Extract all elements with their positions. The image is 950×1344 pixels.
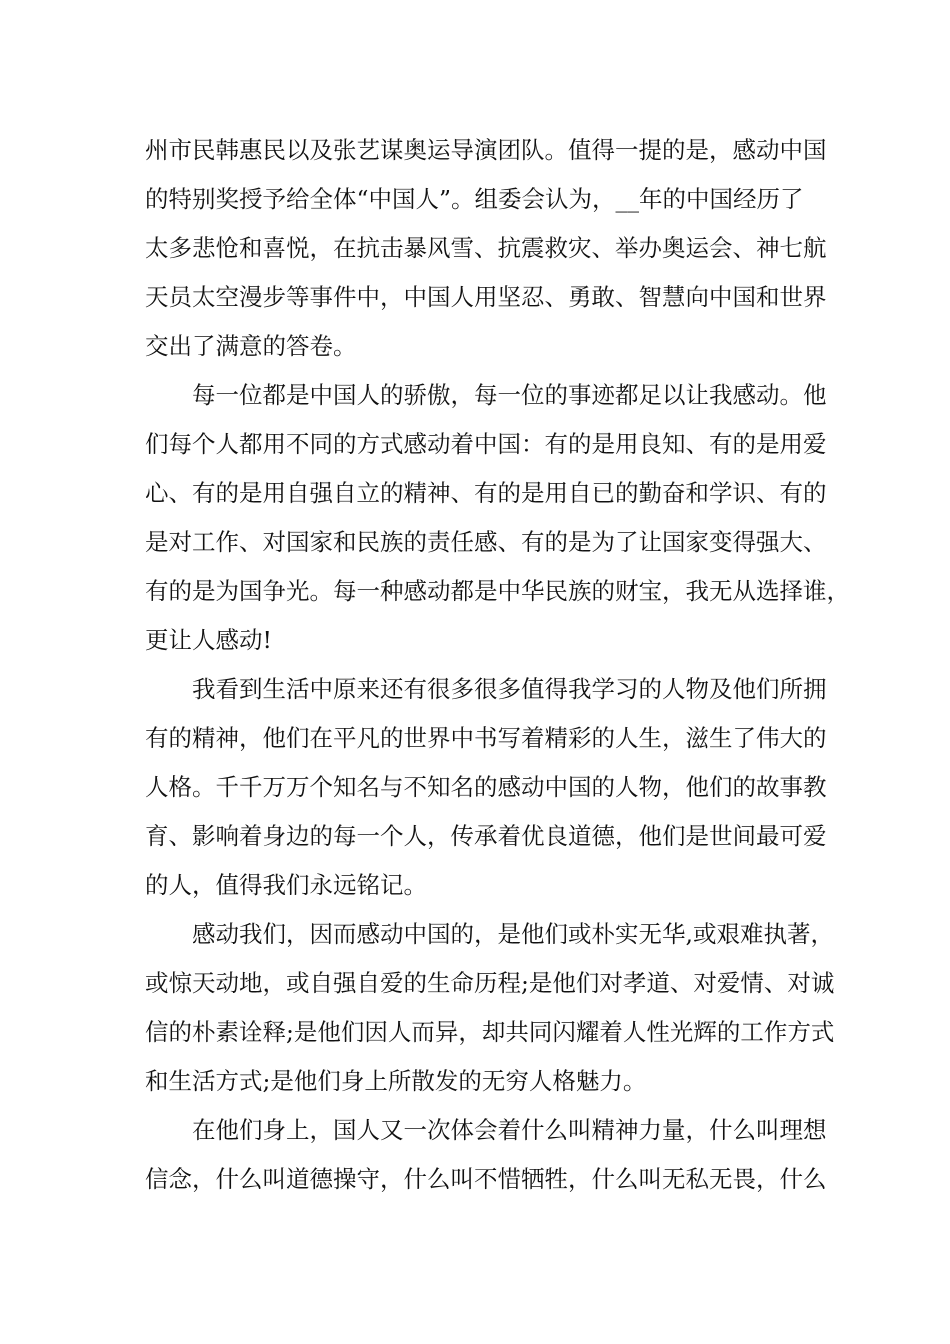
text-line: 有的精神，他们在平凡的世界中书写着精彩的人生，滋生了伟大的 [145, 724, 827, 752]
document-body [145, 126, 850, 1204]
text-line: 人格。千千万万个知名与不知名的感动中国的人物，他们的故事教 [145, 773, 827, 801]
text-line: 交出了满意的答卷。 [145, 332, 357, 360]
text-line: 我看到生活中原来还有很多很多值得我学习的人物及他们所拥 [192, 675, 827, 703]
text-line: 天员太空漫步等事件中，中国人用坚忍、勇敢、智慧向中国和世界 [145, 283, 827, 311]
paragraph-4 [145, 910, 835, 1106]
text-line: 育、影响着身边的每一个人，传承着优良道德，他们是世间最可爱 [145, 822, 827, 850]
text-line: 更让人感动! [145, 626, 272, 654]
text-line: 或惊天动地，或自强自爱的生命历程;是他们对孝道、对爱情、对诚 [145, 969, 835, 997]
text-line: 信念，什么叫道德操守，什么叫不惜牺牲，什么叫无私无畏，什么 [145, 1165, 827, 1193]
text-line: 太多悲怆和喜悦，在抗击暴风雪、抗震救灾、举办奥运会、神七航 [145, 234, 827, 262]
text-line: 每一位都是中国人的骄傲，每一位的事迹都足以让我感动。他 [192, 381, 827, 409]
paragraph-3 [145, 665, 825, 910]
text-line: 的人，值得我们永远铭记。 [145, 871, 427, 899]
paragraph-5 [145, 1106, 825, 1204]
text-line: 们每个人都用不同的方式感动着中国：有的是用良知、有的是用爱 [145, 430, 827, 458]
paragraph-2 [145, 371, 850, 665]
text-line: 和生活方式;是他们身上所散发的无穷人格魅力。 [145, 1067, 647, 1095]
text-line: 是对工作、对国家和民族的责任感、有的是为了让国家变得强大、 [145, 528, 827, 556]
text-line: 有的是为国争光。每一种感动都是中华民族的财宝，我无从选择谁， [145, 577, 850, 605]
text-line: 在他们身上，国人又一次体会着什么叫精神力量，什么叫理想 [192, 1116, 827, 1144]
paragraph-1 [145, 126, 825, 371]
text-line: 州市民韩惠民以及张艺谋奥运导演团队。值得一提的是，感动中国 [145, 136, 827, 164]
text-line: 心、有的是用自强自立的精神、有的是用自已的勤奋和学识、有的 [145, 479, 827, 507]
text-line: 信的朴素诠释;是他们因人而异，却共同闪耀着人性光辉的工作方式 [145, 1018, 835, 1046]
text-line: 感动我们，因而感动中国的，是他们或朴实无华,或艰难执著， [192, 920, 834, 948]
text-line: 的特别奖授予给全体“中国人”。组委会认为，__年的中国经历了 [145, 185, 804, 213]
